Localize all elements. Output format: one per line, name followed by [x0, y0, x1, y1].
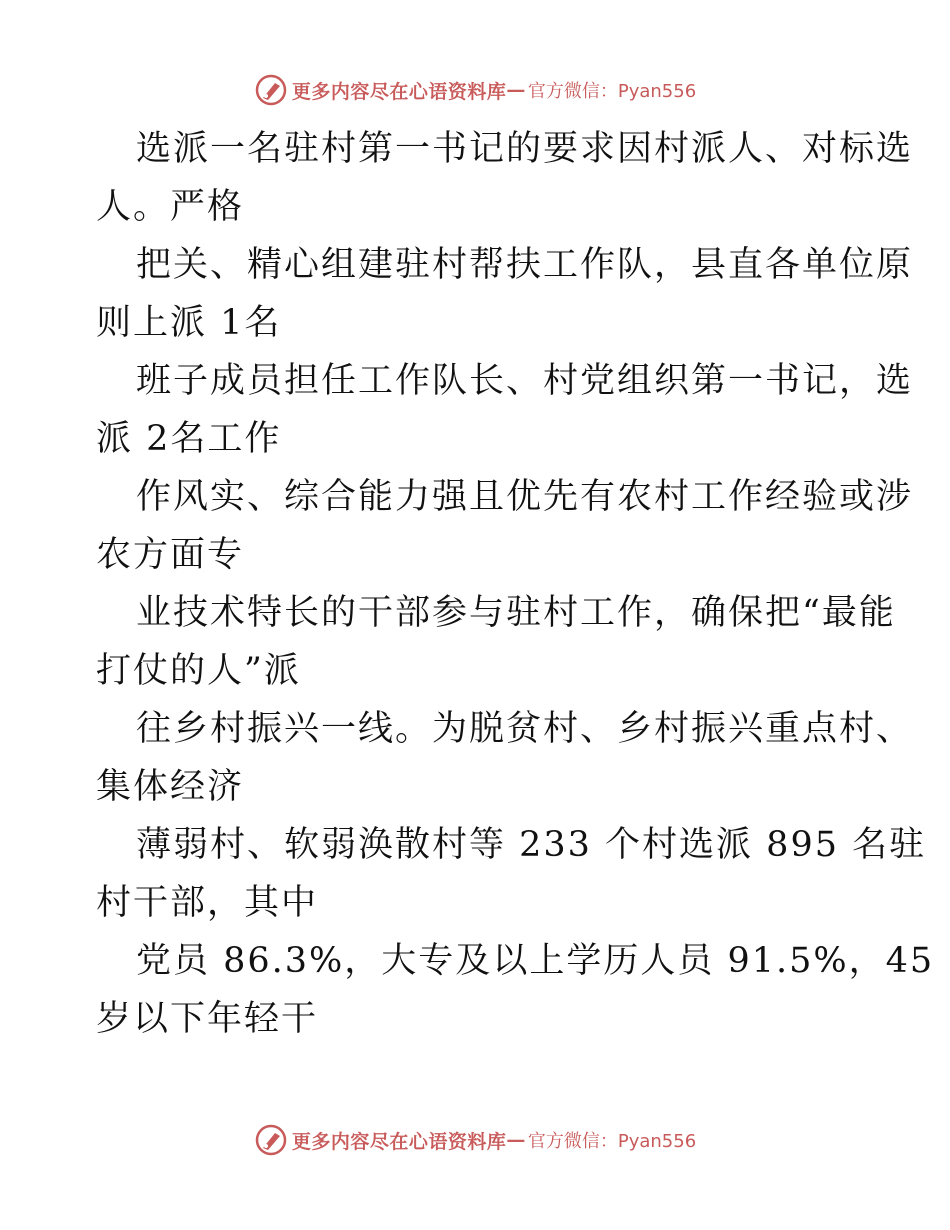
footer-banner-dash: — [506, 1129, 526, 1151]
paragraph-line-continuation: 则上派 1名 [96, 303, 282, 343]
paragraph-line: 党员 86.3%，大专及以上学历人员 91.5%，45 [136, 941, 935, 981]
pen-nib-logo-icon [254, 1123, 288, 1157]
header-banner-dash: — [506, 79, 526, 101]
paragraph-line: 作风实、综合能力强且优先有农村工作经验或涉 [136, 477, 914, 517]
paragraph-line: 业技术特长的干部参与驻村工作，确保把“最能 [136, 593, 896, 633]
paragraph-line: 把关、精心组建驻村帮扶工作队，县直各单位原 [136, 245, 914, 285]
paragraph-line-continuation: 打仗的人”派 [96, 651, 301, 691]
header-banner-wechat: 官方微信：Pyan556 [527, 81, 697, 102]
paragraph-line-continuation: 人。严格 [96, 187, 245, 227]
header-banner-text: 更多内容尽在心语资料库 [291, 80, 507, 103]
paragraph-line-continuation: 村干部，其中 [96, 883, 319, 923]
paragraph-line-continuation: 岁以下年轻干 [96, 999, 319, 1039]
paragraph-line: 选派一名驻村第一书记的要求因村派人、对标选 [136, 129, 914, 169]
footer-banner [0, 1120, 950, 1160]
paragraph-line: 薄弱村、软弱涣散村等 233 个村选派 895 名驻 [136, 825, 927, 865]
paragraph-line-continuation: 农方面专 [96, 535, 245, 575]
footer-banner-text: 更多内容尽在心语资料库 [291, 1130, 507, 1153]
paragraph-line: 班子成员担任工作队长、村党组织第一书记，选 [136, 361, 914, 401]
paragraph-line-continuation: 派 2名工作 [96, 419, 282, 459]
pen-nib-logo-icon [254, 73, 288, 107]
header-banner [0, 70, 950, 110]
document-body [96, 120, 935, 1048]
footer-banner-wechat: 官方微信：Pyan556 [527, 1131, 697, 1152]
paragraph-line-continuation: 集体经济 [96, 767, 245, 807]
paragraph-line: 往乡村振兴一线。为脱贫村、乡村振兴重点村、 [136, 709, 914, 749]
